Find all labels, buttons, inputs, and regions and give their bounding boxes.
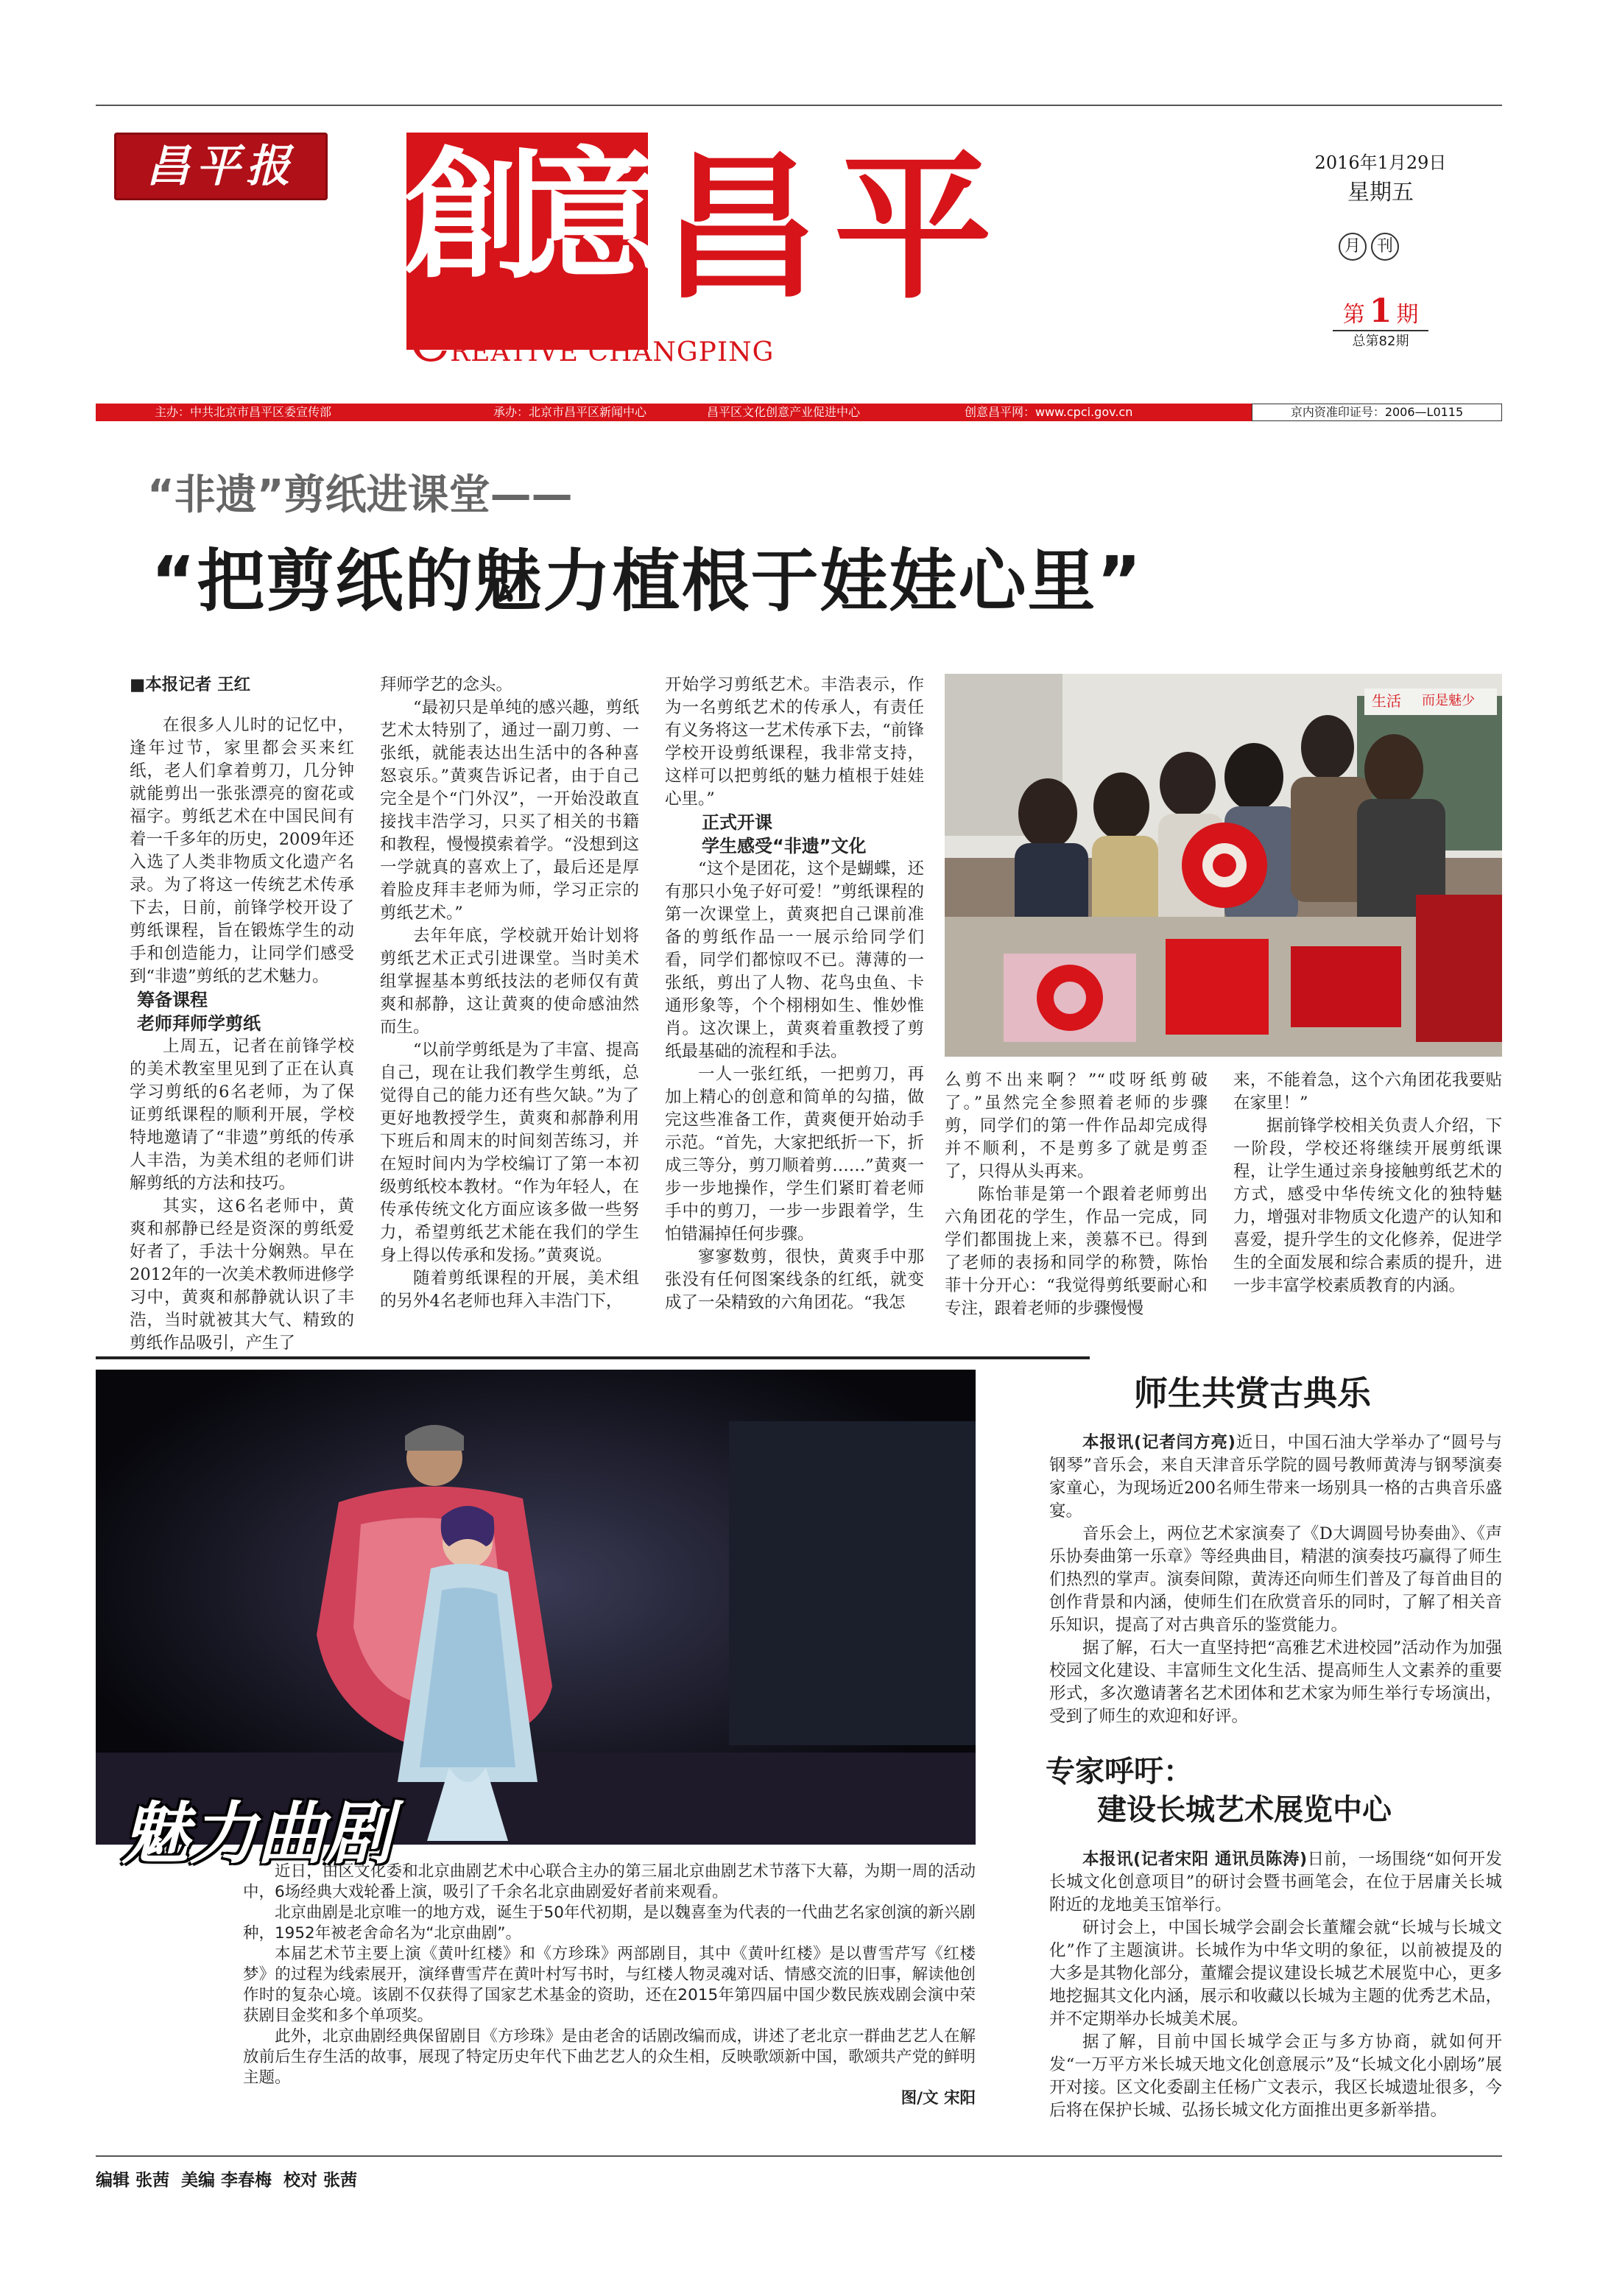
section-divider-left — [96, 1356, 1090, 1359]
lead-col1-p1: 在很多人儿时的记忆中，逢年过节，家里都会买来红纸，老人们拿着剪刀，几分钟就能剪出一张张漂亮的窗花或福字。剪纸艺术在中国民间有着一千多年的历史，2009年还入选了人类非物质文化遗产名录。为了将这一传统艺术传承下去，日前，前锋学校开设了剪纸课程，旨在锻炼学生的动手和创造能力，让同学们感受到“非遗”剪纸的艺术魅力。 — [130, 716, 354, 986]
lead-subhead-1a: 筹备课程 — [137, 990, 208, 1010]
lead-col3-p4: 寥寥数剪，很快，黄爽手中那张没有任何图案线条的红纸，就变成了一朵精致的六角团花。“我怎 — [665, 1247, 924, 1312]
greatwall-p2: 研讨会上，中国长城学会副会长董耀会就“长城与长城文化”作了主题演讲。长城作为中华文明的象征，以前被提及的大多是其物化部分，董耀会提议建设长城艺术展览中心，更多地挖掘其文化内涵，展示和收藏以长城为主题的优秀艺术品，并不定期举办长城美术展。 — [1049, 1918, 1502, 2029]
lead-subhead-2a: 正式开课 — [702, 812, 772, 833]
paper-logo-text: 昌平报 — [146, 141, 296, 192]
top-rule — [96, 105, 1502, 106]
opera-p3: 本届艺术节主要上演《黄叶红楼》和《方珍珠》两部剧目，其中《黄叶红楼》是以曹雪芹写《红楼梦》的过程为线索展开，演绎曹雪芹在黄叶村写书时，与红楼人物灵魂对话、情感交流的旧事，解读他创作时的复杂心境。该剧不仅获得了国家艺术基金的资助，还在2015年第四届中国少数民族戏剧会演中荣获剧目金奖和多个单项奖。 — [243, 1945, 976, 2025]
info-sponsor: 主办：中共北京市昌平区委宣传部 — [155, 405, 332, 419]
lead-col2-p3: 去年年底，学校就开始计划将剪纸艺术正式引进课堂。当时美术组掌握基本剪纸技法的老师仅有黄爽和郝静，这让黄爽的使命感油然而生。 — [380, 926, 639, 1037]
lead-col3-p2: “这个是团花，这个是蝴蝶，还有那只小兔子好可爱！”剪纸课程的第一次课堂上，黄爽把自己课前准备的剪纸作品一一展示给同学们看，同学们都惊叹不已。薄薄的一张纸，剪出了人物、花鸟虫鱼、卡通形象等，个个栩栩如生、惟妙惟肖。这次课上，黄爽着重教授了剪纸最基础的流程和手法。 — [665, 859, 924, 1061]
opera-p1: 近日，由区文化委和北京曲剧艺术中心联合主办的第三届北京曲剧艺术节落下大幕，为期一周的活动中，6场经典大戏轮番上演，吸引了千余名北京曲剧爱好者前来观看。 — [243, 1862, 976, 1901]
lead-col3-p3: 一人一张红纸，一把剪刀，再加上精心的创意和简单的勾描，做完这些准备工作，黄爽便开始动手示范。“首先，大家把纸折一下，折成三等分，剪刀顺着剪……”黄爽一步一步地操作，学生们紧盯着老师手中的剪刀，一步一步跟着学，生怕错漏掉任何步骤。 — [665, 1065, 924, 1244]
footer-credits: 编辑 张茜 美编 李春梅 校对 张茜 — [96, 2171, 358, 2190]
greatwall-p1-text: 日前，一场围绕“如何开发长城文化创意项目”的研讨会暨书画笔会，在位于居庸关长城附近的龙地美玉馆举行。 — [1049, 1850, 1502, 1915]
opera-photo — [96, 1370, 976, 1845]
issue-rule — [1333, 330, 1428, 331]
lead-headline: “把剪纸的魅力植根于娃娃心里” — [151, 542, 1143, 621]
opera-p4: 此外，北京曲剧经典保留剧目《方珍珠》是由老舍的话剧改编而成，讲述了老北京一群曲艺艺人在解放前后生存生活的故事，展现了特定历史年代下曲艺艺人的众生相，反映歌颂新中国，歌颂共产党的鲜明主题。 — [243, 2027, 976, 2087]
opera-title: 魅力曲剧 — [121, 1795, 393, 1873]
total-issue: 总第82期 — [1352, 334, 1409, 349]
lead-subhead-2b: 学生感受“非遗”文化 — [702, 836, 867, 856]
lead-col1-p2: 上周五，记者在前锋学校的美术教室里见到了正在认真学习剪纸的6名老师，为了保证剪纸课程的顺利开展，学校特地邀请了“非遗”剪纸的传承人丰浩，为美术组的老师们讲解剪纸的方法和技巧。 — [130, 1037, 354, 1193]
music-p3: 据了解，石大一直坚持把“高雅艺术进校园”活动作为加强校园文化建设、丰富师生文化生活、提高师生人文素养的重要形式，多次邀请著名艺术团体和艺术家为师生举行专场演出，受到了师生的欢迎和好评。 — [1049, 1638, 1502, 1726]
info-license: 京内资准印证号：2006—L0115 — [1252, 404, 1502, 421]
lead-column-3 — [665, 674, 924, 1314]
issue-no: 1 — [1369, 292, 1392, 330]
masthead-char-3: 昌 — [660, 135, 820, 320]
greatwall-p3: 据了解，目前中国长城学会正与多方协商，就如何开发“一万平方米长城天地文化创意展示”及“长城文化小剧场”展开对接。区文化委副主任杨广文表示，我区长城遗址很多，今后将在保护长城、弘扬长城文化方面推出更多新举措。 — [1049, 2032, 1502, 2120]
masthead-english-initial: C — [409, 311, 451, 373]
lead-column-1 — [130, 674, 354, 1355]
lead-col5-p1: 来，不能着急，这个六角团花我要贴在家里！” — [1233, 1071, 1502, 1113]
lead-column-4 — [945, 1069, 1208, 1320]
lead-column-5 — [1233, 1069, 1502, 1297]
opera-article — [243, 1862, 976, 2109]
music-article — [1049, 1432, 1502, 1728]
issue-date: 2016年1月29日 — [1314, 152, 1447, 173]
lead-col4-p2: 陈怡菲是第一个跟着老师剪出六角团花的学生，作品一完成，同学们都围拢上来，羡慕不已。得到了老师的表扬和同学的称赞，陈怡菲十分开心：“我觉得剪纸要耐心和专注，跟着老师的步骤慢慢 — [945, 1185, 1208, 1318]
masthead-english — [409, 311, 822, 373]
greatwall-p1 — [1049, 1848, 1502, 1917]
issue-suffix: 期 — [1396, 302, 1419, 328]
info-organizer: 承办：北京市昌平区新闻中心 — [493, 405, 647, 419]
masthead-char-2: 意 — [524, 133, 665, 297]
footer-rule — [96, 2155, 1502, 2157]
lead-subhead-1 — [130, 988, 354, 1035]
lead-col4-p1: 么剪不出来啊？”“哎呀纸剪破了。”虽然完全参照着老师的步骤剪，同学们的第一件作品却完成得并不顺利，不是剪多了就是剪歪了，只得从头再来。 — [945, 1071, 1208, 1181]
lead-col3-p1: 开始学习剪纸艺术。丰浩表示，作为一名剪纸艺术的传承人，有责任有义务将这一艺术传承下去，“前锋学校开设剪纸课程，我非常支持，这样可以把剪纸的魅力植根于娃娃心里。” — [665, 675, 924, 809]
greatwall-article — [1049, 1848, 1502, 2122]
lead-col5-p2: 据前锋学校相关负责人介绍，下一阶段，学校还将继续开展剪纸课程，让学生通过亲身接触剪纸艺术的方式，感受中华传统文化的独特魅力，增强对非物质文化遗产的认知和喜爱，提升学生的文化修养，促进学生的全面发展和综合素质的提升，进一步丰富学校素质教育的内涵。 — [1233, 1116, 1502, 1295]
music-headline: 师生共赏古典乐 — [1134, 1373, 1371, 1413]
lead-byline: ■本报记者 王红 — [130, 675, 251, 694]
lead-col2-p1: 拜师学艺的念头。 — [380, 675, 513, 694]
issue-number — [1318, 293, 1443, 330]
issue-weekday: 星期五 — [1347, 180, 1414, 205]
greatwall-lead-label: 本报讯(记者宋阳 通讯员陈涛) — [1082, 1850, 1308, 1869]
opera-stage-photo — [96, 1370, 976, 1845]
music-p1 — [1049, 1432, 1502, 1523]
opera-p2: 北京曲剧是北京唯一的地方戏，诞生于50年代初期，是以魏喜奎为代表的一代曲艺名家创演的新兴剧种，1952年被老舍命名为“北京曲剧”。 — [243, 1904, 976, 1943]
lead-photo — [945, 674, 1502, 1057]
lead-subhead-2 — [665, 811, 924, 858]
photo-board-text-1: 生活 — [1372, 692, 1401, 710]
lead-col2-p4: “以前学剪纸是为了丰富、提高自己，现在让我们教学生剪纸，总觉得自己的能力还有些欠缺。”为了更好地教授学生，黄爽和郝静利用下班后和周末的时间刻苦练习，并在短时间内为学校编订了第一本初级剪纸校本教材。“作为年轻人，在传承传统文化方面应该多做一些努力，希望剪纸艺术能在我们的学生身上得以传承和发扬。”黄爽说。 — [380, 1040, 639, 1265]
opera-credit: 图/文 宋阳 — [901, 2089, 976, 2107]
photo-board-text-2: 而是魅少 — [1422, 693, 1475, 708]
info-center: 昌平区文化创意产业促进中心 — [707, 405, 861, 419]
lead-col2-p5: 随着剪纸课程的开展，美术组的另外4名老师也拜入丰浩门下， — [380, 1269, 639, 1311]
section-divider-accent — [1044, 1356, 1090, 1359]
greatwall-headline: 建设长城艺术展览中心 — [1097, 1792, 1392, 1827]
monthly-badge-1: 月 — [1339, 233, 1367, 261]
papercut-class-photo — [945, 674, 1502, 1057]
masthead-char-4: 平 — [834, 135, 993, 320]
greatwall-kicker: 专家呼吁： — [1046, 1754, 1193, 1789]
info-website: 创意昌平网：www.cpci.gov.cn — [965, 405, 1133, 419]
lead-col2-p2: “最初只是单纯的感兴趣，剪纸艺术太特别了，通过一副刀剪、一张纸，就能表达出生活中的各种喜怒哀乐。”黄爽告诉记者，由于自己完全是个“门外汉”，一开始没敢直接找丰浩学习，只买了相关的书籍和教程，慢慢摸索着学。“没想到这一学就真的喜欢上了，最后还是厚着脸皮拜丰老师为师，学习正宗的剪纸艺术。” — [380, 698, 639, 923]
music-p1-text: 近日，中国石油大学举办了“圆号与钢琴”音乐会，来自天津音乐学院的圆号教师黄涛与钢琴演奏家童心，为现场近200名师生带来一场别具一格的古典音乐盛宴。 — [1049, 1433, 1502, 1521]
issue-prefix: 第 — [1342, 302, 1365, 328]
masthead-char-1: 創 — [403, 133, 544, 297]
music-lead-label: 本报讯(记者闫方亮) — [1082, 1433, 1236, 1452]
lead-subhead-1b: 老师拜师学剪纸 — [137, 1013, 261, 1034]
masthead-english-rest: REATIVE CHANGPING — [450, 337, 775, 367]
lead-column-2 — [380, 674, 639, 1313]
lead-col1-p3: 其实，这6名老师中，黄爽和郝静已经是资深的剪纸爱好者了，手法十分娴熟。早在2012年的一次美术教师进修学习中，黄爽和郝静就认识了丰浩，当时就被其大气、精致的剪纸作品吸引，产生了 — [130, 1197, 354, 1353]
lead-kicker: “非遗”剪纸进课堂—— — [147, 471, 573, 519]
monthly-badge-2: 刊 — [1371, 233, 1399, 261]
music-p2: 音乐会上，两位艺术家演奏了《D大调圆号协奏曲》、《声乐协奏曲第一乐章》等经典曲目，精湛的演奏技巧赢得了师生们热烈的掌声。演奏间隙，黄涛还向师生们普及了每首曲目的创作背景和内涵，使师生们在欣赏音乐的同时，了解了相关音乐知识，提高了对古典音乐的鉴赏能力。 — [1049, 1524, 1502, 1635]
